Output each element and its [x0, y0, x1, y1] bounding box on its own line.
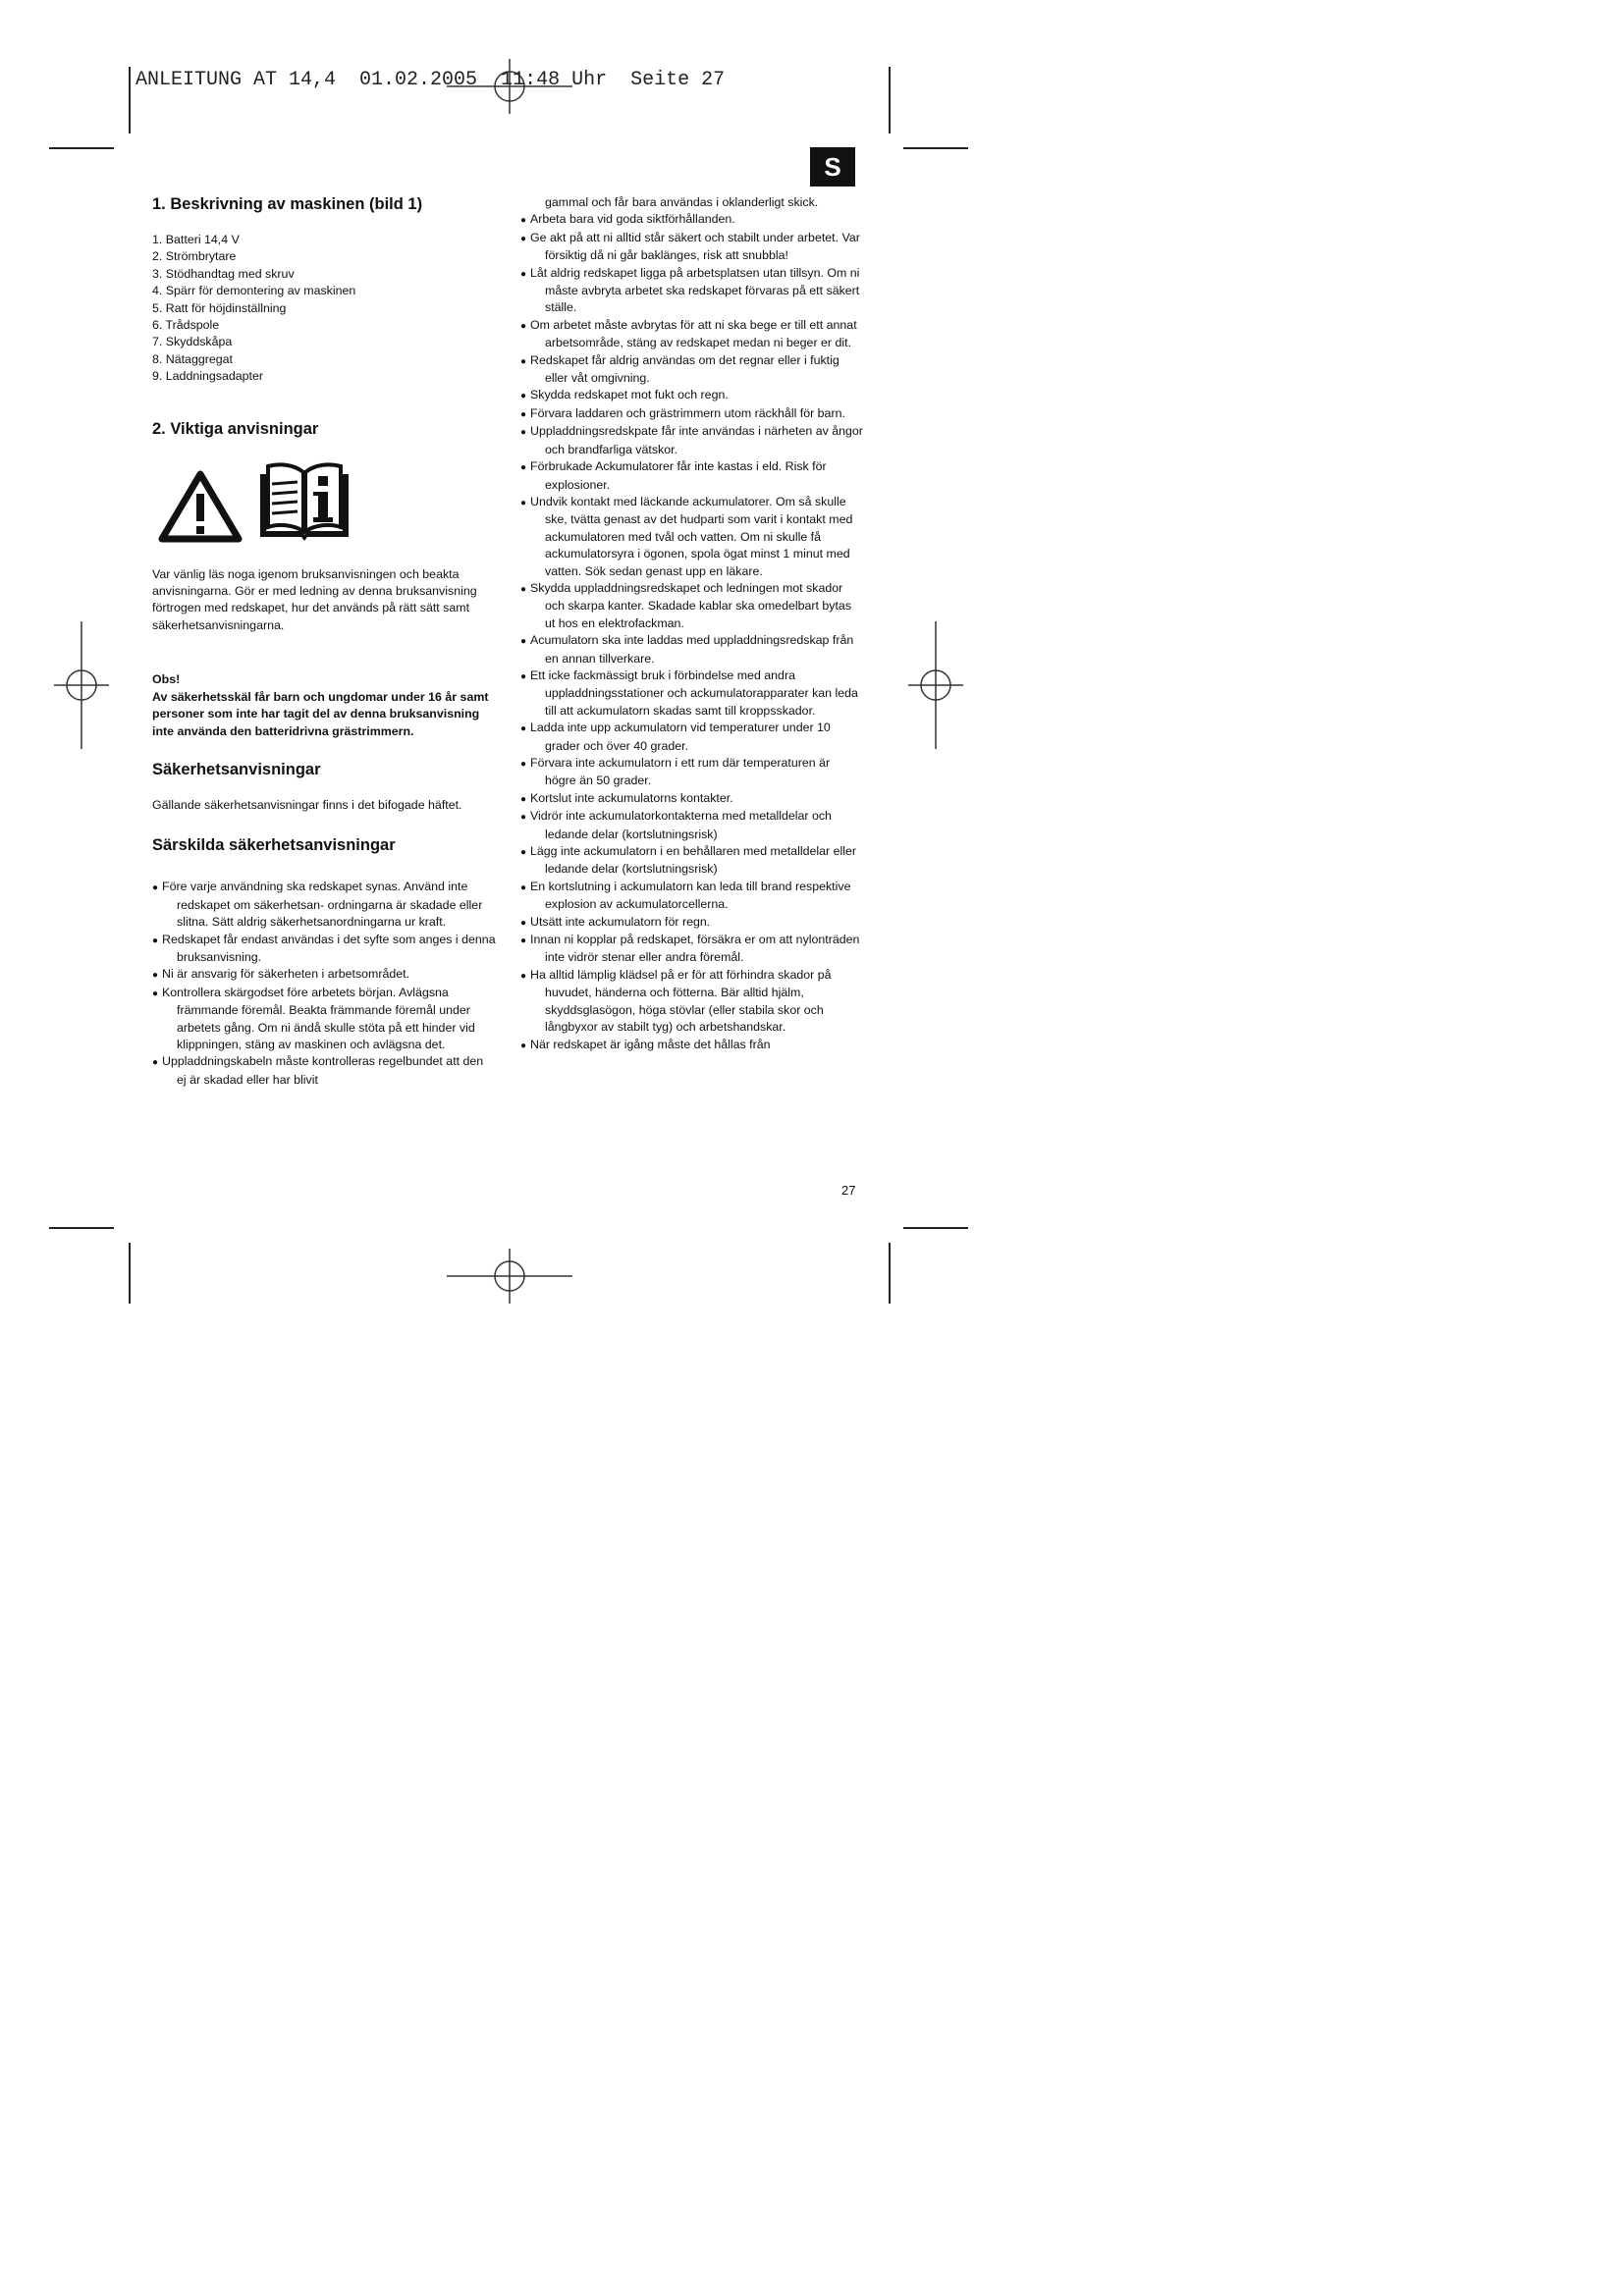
intro-paragraph: Var vänlig läs noga igenom bruksanvisningen och beakta anvisningarna. Gör er med ledning av denna bruksanvisning förtrogen med redskapet, hur det används på rätt sätt samt säkerhetsanvisningarna.	[152, 566, 477, 632]
list-item: ● Förbrukade Ackumulatorer får inte kastas i eld. Risk för explosioner.	[520, 458, 864, 494]
crop-mark	[49, 1227, 114, 1229]
continuation-text: gammal och får bara användas i oklanderligt skick.	[545, 195, 819, 209]
left-bullet-list	[152, 879, 496, 1089]
list-item: ● Ladda inte upp ackumulatorn vid temperaturer under 10 grader och över 40 grader.	[520, 720, 864, 755]
list-item: 2. Strömbrytare	[152, 249, 237, 264]
parts-list	[152, 232, 496, 386]
list-item: ● Om arbetet måste avbrytas för att ni ska bege er till ett annat arbetsområde, stäng av redskapet medan ni beger er dit.	[520, 317, 864, 352]
section-title-safety: Säkerhetsanvisningar	[152, 760, 321, 778]
list-item: ● Före varje användning ska redskapet synas. Använd inte redskapet om säkerhetsan- ordningarna är skadade eller slitna. Sätt aldrig säkerhetsanordningarna ur kraft.	[152, 879, 496, 931]
list-item: 8. Nätaggregat	[152, 351, 233, 366]
list-item: ● En kortslutning i ackumulatorn kan leda till brand respektive explosion av ackumulatorcellerna.	[520, 879, 864, 914]
crop-mark	[903, 1227, 968, 1229]
left-column	[152, 194, 496, 1089]
read-manual-icon	[256, 460, 352, 543]
list-item: 1. Batteri 14,4 V	[152, 233, 240, 246]
section-title-important: 2. Viktiga anvisningar	[152, 419, 319, 438]
list-item: ● Ni är ansvarig för säkerheten i arbetsområdet.	[152, 966, 496, 984]
list-item: ● Skydda redskapet mot fukt och regn.	[520, 387, 864, 404]
list-item: 3. Stödhandtag med skruv	[152, 266, 295, 281]
crop-mark	[903, 147, 968, 149]
list-item: ● Vidrör inte ackumulatorkontakterna med metalldelar och ledande delar (kortslutningsrisk)	[520, 808, 864, 843]
warning-triangle-icon	[158, 470, 243, 543]
list-item: ● Ge akt på att ni alltid står säkert och stabilt under arbetet. Var försiktig då ni går baklänges, risk att snubbla!	[520, 230, 864, 265]
section-title-special-safety: Särskilda säkerhetsanvisningar	[152, 836, 396, 855]
list-item: ● Redskapet får endast användas i det syfte som anges i denna bruksanvisning.	[152, 932, 496, 967]
list-item: ● Redskapet får aldrig användas om det regnar eller i fuktig eller våt omgivning.	[520, 352, 864, 388]
list-item: ● Skydda uppladdningsredskapet och ledningen mot skador och skarpa kanter. Skadade kablar ska omedelbart bytas ut hos en elektrofackman.	[520, 580, 864, 632]
list-item: ● Kortslut inte ackumulatorns kontakter.	[520, 790, 864, 808]
crop-mark	[129, 1243, 131, 1304]
obs-label: Obs!	[152, 672, 181, 687]
list-item: ● Låt aldrig redskapet ligga på arbetsplatsen utan tillsyn. Om ni måste avbryta arbetet ska redskapet förvaras på ett säkert ställe.	[520, 265, 864, 317]
list-item: ● Uppladdningskabeln måste kontrolleras regelbundet att den ej är skadad eller har blivit	[152, 1053, 496, 1089]
warning-icons	[158, 460, 496, 543]
list-item: ● När redskapet är igång måste det hållas från	[520, 1037, 864, 1054]
right-bullet-list	[520, 211, 864, 1054]
list-item: 6. Trådspole	[152, 318, 220, 333]
registration-mark-icon	[908, 621, 963, 749]
list-item: ● Acumulatorn ska inte laddas med uppladdningsredskap från en annan tillverkare.	[520, 632, 864, 667]
registration-mark-icon	[447, 1249, 572, 1304]
crop-mark	[889, 67, 891, 133]
list-item: 4. Spärr för demontering av maskinen	[152, 284, 356, 298]
safety-paragraph: Gällande säkerhetsanvisningar finns i det bifogade häftet.	[152, 797, 462, 812]
list-item: 7. Skyddskåpa	[152, 335, 233, 349]
list-item: 9. Laddningsadapter	[152, 369, 263, 384]
list-item: ● Arbeta bara vid goda siktförhållanden.	[520, 211, 864, 229]
list-item: ● Förvara laddaren och grästrimmern utom räckhåll för barn.	[520, 405, 864, 423]
list-item: ● Lägg inte ackumulatorn i en behållaren med metalldelar eller ledande delar (kortslutningsrisk)	[520, 843, 864, 879]
language-badge: S	[810, 147, 855, 187]
list-item: ● Ha alltid lämplig klädsel på er för att förhindra skador på huvudet, händerna och fötterna. Bär alltid hjälm, skyddsglasögon, höga stövlar (eller stabila skor och långbyxor av stabilt tyg) och arbetshandskar.	[520, 967, 864, 1037]
list-item: 5. Ratt för höjdinställning	[152, 300, 287, 315]
crop-mark	[129, 67, 131, 133]
section-title-description: 1. Beskrivning av maskinen (bild 1)	[152, 195, 423, 213]
registration-mark-icon	[54, 621, 109, 749]
print-slug: ANLEITUNG AT 14,4 01.02.2005 11:48 Uhr Seite 27	[135, 69, 726, 91]
crop-mark	[49, 147, 114, 149]
list-item: ● Uppladdningsredskpate får inte användas i närheten av ångor och brandfarliga vätskor.	[520, 423, 864, 458]
right-column	[520, 194, 864, 1054]
obs-warning: Av säkerhetsskäl får barn och ungdomar under 16 år samt personer som inte har tagit del av denna bruksanvisning inte använda den batteridrivna grästrimmern.	[152, 689, 489, 738]
list-item: ● Förvara inte ackumulatorn i ett rum där temperaturen är högre än 50 grader.	[520, 755, 864, 790]
page-number: 27	[841, 1183, 856, 1198]
list-item: ● Kontrollera skärgodset före arbetets början. Avlägsna främmande föremål. Beakta främmande föremål under arbetets gång. Om ni ändå skulle stöta på ett hinder vid klippningen, stäng av maskinen och avlägsna det.	[152, 985, 496, 1054]
list-item: ● Ett icke fackmässigt bruk i förbindelse med andra uppladdningsstationer och ackumulatorapparater kan leda till att ackumulatorn skadas samt till kroppsskador.	[520, 667, 864, 720]
list-item: ● Undvik kontakt med läckande ackumulatorer. Om så skulle ske, tvätta genast av det hudparti som varit i kontakt med ackumulatoren med tvål och vatten. Om ni skulle få ackumulatorsyra i ögonen, spola ögat minst 1 minut med vatten. Sök sedan genast upp en läkare.	[520, 494, 864, 580]
list-item: ● Utsätt inte ackumulatorn för regn.	[520, 914, 864, 932]
list-item: ● Innan ni kopplar på redskapet, försäkra er om att nylonträden inte vidrör stenar eller andra föremål.	[520, 932, 864, 967]
crop-mark	[889, 1243, 891, 1304]
